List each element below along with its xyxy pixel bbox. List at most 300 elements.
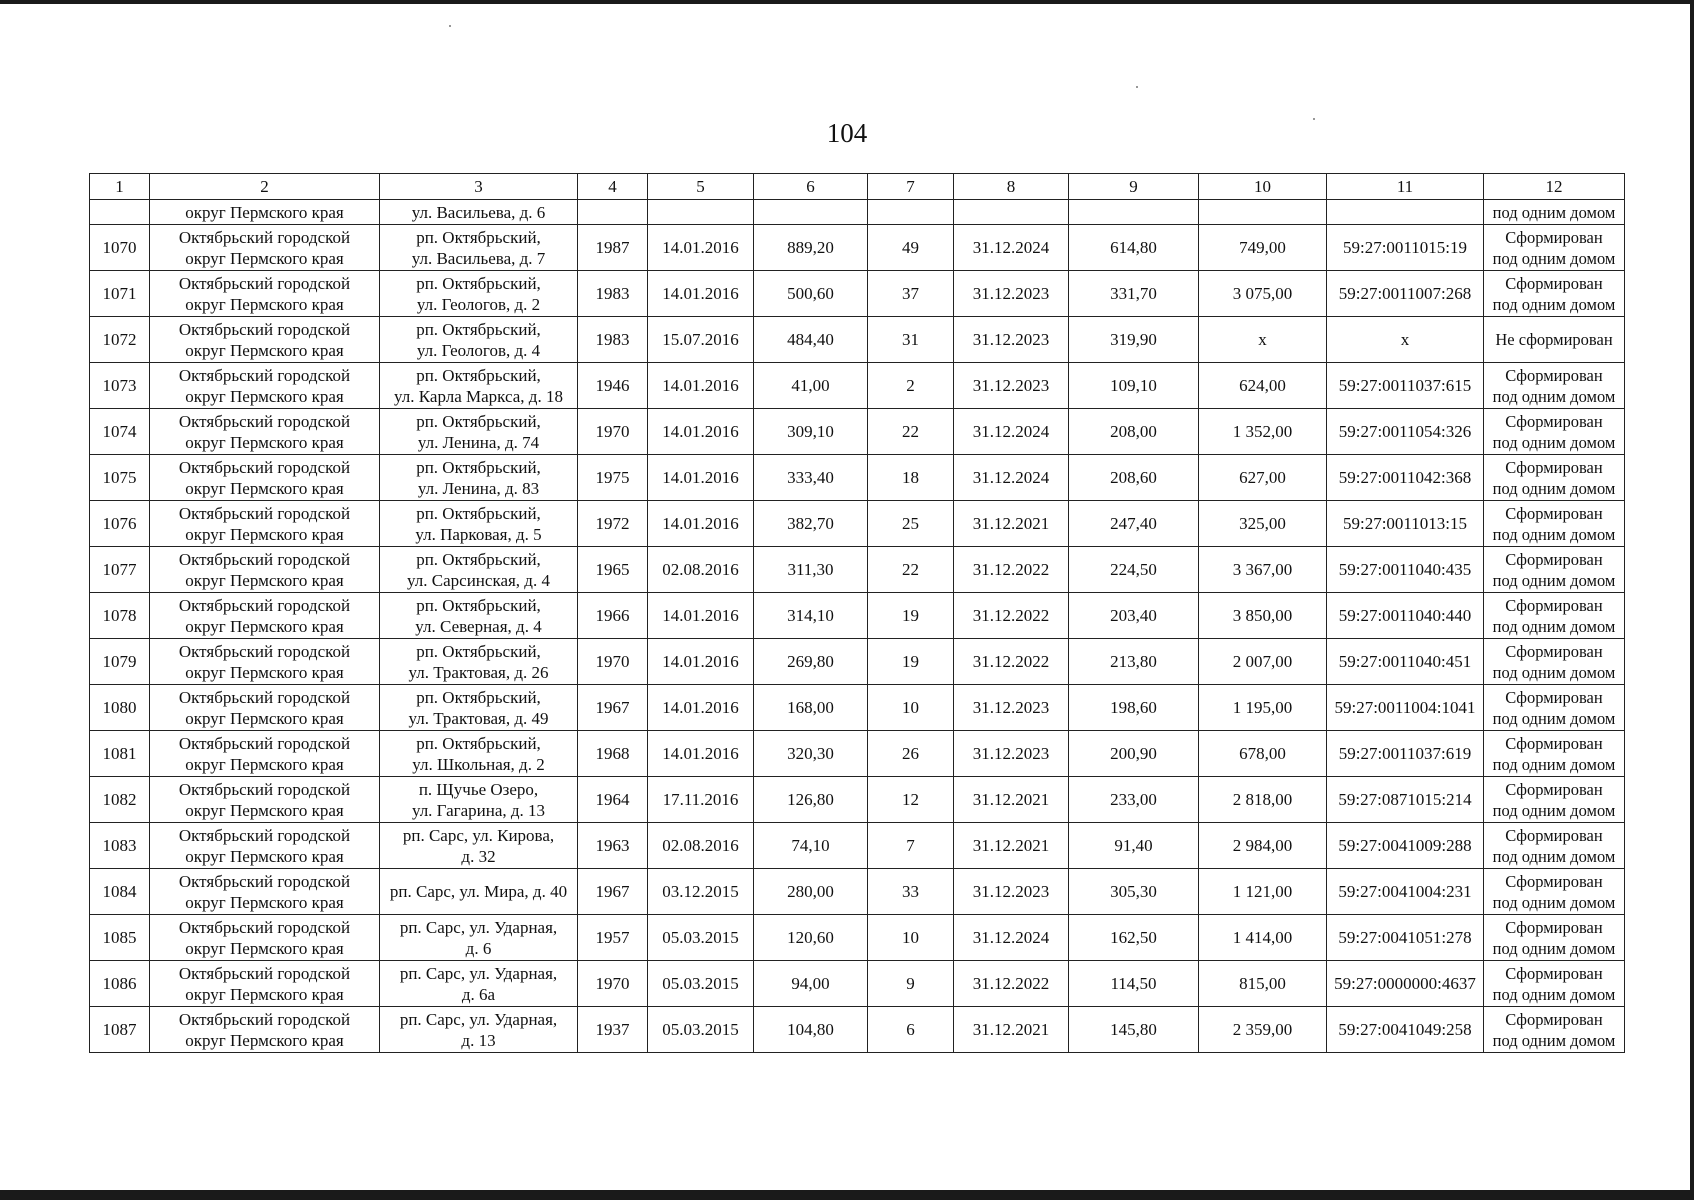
plot-area-cell: 2 984,00 [1199, 823, 1327, 869]
area-cell: 74,10 [754, 823, 868, 869]
recognition-date-cell: 14.01.2016 [648, 501, 754, 547]
municipality-line: округ Пермского края [185, 386, 344, 406]
address-line: ул. Ленина, д. 83 [417, 478, 540, 498]
area-cell: 168,00 [754, 685, 868, 731]
municipality-cell [150, 823, 380, 869]
land-status-line: под одним домом [1492, 294, 1616, 314]
address-cell [380, 961, 578, 1007]
land-status-cell [1484, 777, 1625, 823]
land-area-cell: 208,00 [1069, 409, 1199, 455]
plot-area-cell: 325,00 [1199, 501, 1327, 547]
plot-area-cell: 3 075,00 [1199, 271, 1327, 317]
resettlement-deadline-cell: 31.12.2022 [954, 961, 1069, 1007]
municipality-cell [150, 455, 380, 501]
residents-count-cell: 22 [868, 547, 954, 593]
address-line: рп. Октябрьский, [416, 549, 541, 569]
land-status-cell [1484, 639, 1625, 685]
scan-edge-bottom [0, 1190, 1694, 1200]
municipality-cell [150, 685, 380, 731]
land-status-line: под одним домом [1492, 1030, 1616, 1050]
municipality-cell [150, 363, 380, 409]
land-status-line: Сформирован [1505, 365, 1603, 385]
cadastral-number-cell: 59:27:0011040:451 [1327, 639, 1484, 685]
municipality-line: округ Пермского края [185, 662, 344, 682]
land-status-cell [1484, 455, 1625, 501]
address-cell [380, 547, 578, 593]
plot-area-cell: 2 359,00 [1199, 1007, 1327, 1053]
address-cell [380, 271, 578, 317]
address-line: ул. Трактовая, д. 26 [408, 662, 549, 682]
plot-area-cell: 627,00 [1199, 455, 1327, 501]
area-cell: 382,70 [754, 501, 868, 547]
table-row [90, 455, 1625, 501]
empty-cell [868, 200, 954, 225]
table-row [90, 363, 1625, 409]
row-number-cell: 1079 [90, 639, 150, 685]
plot-area-cell: 2 818,00 [1199, 777, 1327, 823]
land-status-cell [1484, 915, 1625, 961]
municipality-line: Октябрьский городской [178, 365, 351, 385]
address-line: рп. Октябрьский, [416, 273, 541, 293]
plot-area-cell: 624,00 [1199, 363, 1327, 409]
municipality-line: округ Пермского края [185, 570, 344, 590]
resettlement-deadline-cell: 31.12.2024 [954, 455, 1069, 501]
residents-count-cell: 31 [868, 317, 954, 363]
area-cell: 104,80 [754, 1007, 868, 1053]
address-cell [380, 593, 578, 639]
resettlement-deadline-cell: 31.12.2024 [954, 409, 1069, 455]
land-status-line: Сформирован [1505, 411, 1603, 431]
build-year-cell: 1937 [578, 1007, 648, 1053]
municipality-line: округ Пермского края [185, 846, 344, 866]
address-line: ул. Школьная, д. 2 [412, 754, 545, 774]
resettlement-deadline-cell: 31.12.2023 [954, 869, 1069, 915]
address-cell [380, 777, 578, 823]
land-area-cell: 145,80 [1069, 1007, 1199, 1053]
row-number-cell: 1076 [90, 501, 150, 547]
row-number-cell: 1078 [90, 593, 150, 639]
area-cell: 320,30 [754, 731, 868, 777]
empty-cell [1069, 200, 1199, 225]
build-year-cell: 1968 [578, 731, 648, 777]
land-status-cell [1484, 225, 1625, 271]
empty-cell [954, 200, 1069, 225]
land-area-cell: 614,80 [1069, 225, 1199, 271]
cadastral-number-cell: 59:27:0011004:1041 [1327, 685, 1484, 731]
table-row [90, 731, 1625, 777]
build-year-cell: 1983 [578, 317, 648, 363]
table-row [90, 639, 1625, 685]
land-status-line: под одним домом [1492, 892, 1616, 912]
empty-cell [754, 200, 868, 225]
land-area-cell: 109,10 [1069, 363, 1199, 409]
land-area-cell: 91,40 [1069, 823, 1199, 869]
row-number-cell: 1084 [90, 869, 150, 915]
residents-count-cell: 6 [868, 1007, 954, 1053]
table-row [90, 869, 1625, 915]
municipality-line: округ Пермского края [185, 248, 344, 268]
plot-area-cell: 1 414,00 [1199, 915, 1327, 961]
plot-area-cell: 2 007,00 [1199, 639, 1327, 685]
land-area-cell: 208,60 [1069, 455, 1199, 501]
municipality-line: Октябрьский городской [178, 549, 351, 569]
table-row [90, 1007, 1625, 1053]
residents-count-cell: 26 [868, 731, 954, 777]
table-row [90, 225, 1625, 271]
cadastral-number-cell: 59:27:0000000:4637 [1327, 961, 1484, 1007]
cadastral-number-cell: 59:27:0011007:268 [1327, 271, 1484, 317]
area-cell: 484,40 [754, 317, 868, 363]
address-line: д. 6 [465, 938, 492, 958]
municipality-cell [150, 225, 380, 271]
municipality-line: Октябрьский городской [178, 779, 351, 799]
land-status-cell [1484, 317, 1625, 363]
municipality-line: округ Пермского края [185, 754, 344, 774]
land-status-line: под одним домом [1492, 984, 1616, 1004]
cadastral-number-cell: 59:27:0011042:368 [1327, 455, 1484, 501]
resettlement-deadline-cell: 31.12.2022 [954, 639, 1069, 685]
municipality-cell [150, 961, 380, 1007]
address-cell [380, 1007, 578, 1053]
row-number-cell: 1075 [90, 455, 150, 501]
address-cell [380, 639, 578, 685]
land-status-line: Не сформирован [1495, 330, 1613, 349]
address-cell [380, 915, 578, 961]
row-number-cell: 1071 [90, 271, 150, 317]
cadastral-number-cell: 59:27:0011054:326 [1327, 409, 1484, 455]
area-cell: 333,40 [754, 455, 868, 501]
cadastral-number-cell: 59:27:0011040:440 [1327, 593, 1484, 639]
column-number: 5 [648, 174, 754, 200]
address-line: рп. Октябрьский, [416, 319, 541, 339]
address-line: рп. Сарс, ул. Ударная, [399, 917, 558, 937]
land-status-cell [1484, 501, 1625, 547]
land-status-line: под одним домом [1492, 432, 1616, 452]
recognition-date-cell: 05.03.2015 [648, 1007, 754, 1053]
municipality-line: округ Пермского края [185, 294, 344, 314]
build-year-cell: 1987 [578, 225, 648, 271]
land-status-cell [1484, 593, 1625, 639]
municipality-line: Октябрьский городской [178, 917, 351, 937]
resettlement-deadline-cell: 31.12.2024 [954, 225, 1069, 271]
recognition-date-cell: 02.08.2016 [648, 823, 754, 869]
address-cell [380, 409, 578, 455]
row-number-cell: 1086 [90, 961, 150, 1007]
residents-count-cell: 10 [868, 685, 954, 731]
land-area-cell: 198,60 [1069, 685, 1199, 731]
table-body [90, 174, 1625, 1053]
row-number-cell: 1082 [90, 777, 150, 823]
address-line: д. 13 [461, 1030, 496, 1050]
cadastral-number-cell: 59:27:0041049:258 [1327, 1007, 1484, 1053]
cadastral-number-cell: 59:27:0011037:615 [1327, 363, 1484, 409]
municipality-cell [150, 915, 380, 961]
empty-cell [1327, 200, 1484, 225]
area-cell: 126,80 [754, 777, 868, 823]
land-status-line: Сформирован [1505, 227, 1603, 247]
residents-count-cell: 37 [868, 271, 954, 317]
municipality-line: округ Пермского края [185, 432, 344, 452]
land-status-line: под одним домом [1492, 570, 1616, 590]
row-number-cell: 1070 [90, 225, 150, 271]
municipality-cell [150, 639, 380, 685]
residents-count-cell: 18 [868, 455, 954, 501]
area-cell: 41,00 [754, 363, 868, 409]
address-cell [380, 823, 578, 869]
plot-area-cell: 3 850,00 [1199, 593, 1327, 639]
build-year-cell: 1983 [578, 271, 648, 317]
municipality-line: Октябрьский городской [178, 1009, 351, 1029]
address-line: рп. Октябрьский, [416, 365, 541, 385]
address-line: д. 32 [461, 846, 496, 866]
plot-area-cell: 1 352,00 [1199, 409, 1327, 455]
build-year-cell: 1965 [578, 547, 648, 593]
scan-speck [449, 25, 451, 27]
page-number: 104 [826, 118, 868, 148]
residents-count-cell: 19 [868, 593, 954, 639]
recognition-date-cell: 14.01.2016 [648, 593, 754, 639]
residents-count-cell: 10 [868, 915, 954, 961]
recognition-date-cell: 14.01.2016 [648, 225, 754, 271]
build-year-cell: 1970 [578, 409, 648, 455]
address-line: ул. Васильева, д. 7 [411, 248, 546, 268]
column-number: 12 [1484, 174, 1625, 200]
land-status-cell [1484, 363, 1625, 409]
land-status-line: под одним домом [1492, 386, 1616, 406]
land-status-cell [1484, 961, 1625, 1007]
municipality-cell [150, 731, 380, 777]
plot-area-cell: 815,00 [1199, 961, 1327, 1007]
municipality-line: округ Пермского края [185, 892, 344, 912]
residents-count-cell: 9 [868, 961, 954, 1007]
resettlement-deadline-cell: 31.12.2023 [954, 363, 1069, 409]
resettlement-deadline-cell: 31.12.2021 [954, 823, 1069, 869]
residents-count-cell: 2 [868, 363, 954, 409]
cadastral-number-cell: 59:27:0011040:435 [1327, 547, 1484, 593]
municipality-line: Октябрьский городской [178, 457, 351, 477]
cadastral-number-cell: 59:27:0041009:288 [1327, 823, 1484, 869]
cadastral-number-cell: 59:27:0041051:278 [1327, 915, 1484, 961]
land-status-line: Сформирован [1505, 595, 1603, 615]
recognition-date-cell: 14.01.2016 [648, 639, 754, 685]
recognition-date-cell: 17.11.2016 [648, 777, 754, 823]
column-number: 2 [150, 174, 380, 200]
land-status-cell [1484, 1007, 1625, 1053]
municipality-line: Октябрьский городской [178, 503, 351, 523]
municipality-line: Октябрьский городской [178, 595, 351, 615]
address-line: рп. Октябрьский, [416, 733, 541, 753]
column-number: 3 [380, 174, 578, 200]
municipality-line: округ Пермского края [185, 616, 344, 636]
row-number-cell: 1072 [90, 317, 150, 363]
address-line: рп. Октябрьский, [416, 227, 541, 247]
row-number-cell: 1085 [90, 915, 150, 961]
address-line: ул. Северная, д. 4 [415, 616, 542, 636]
address-line: рп. Октябрьский, [416, 503, 541, 523]
land-status-line: Сформирован [1505, 549, 1603, 569]
municipality-line: округ Пермского края [185, 478, 344, 498]
land-area-cell: 305,30 [1069, 869, 1199, 915]
municipality-cell [150, 271, 380, 317]
land-area-cell: 319,90 [1069, 317, 1199, 363]
land-status-line: под одним домом [1492, 478, 1616, 498]
row-number-cell: 1073 [90, 363, 150, 409]
address-line: ул. Трактовая, д. 49 [408, 708, 549, 728]
area-cell: 280,00 [754, 869, 868, 915]
land-status-cell [1484, 685, 1625, 731]
address-line: п. Щучье Озеро, [418, 779, 539, 799]
build-year-cell: 1970 [578, 961, 648, 1007]
land-status-line: Сформирован [1505, 503, 1603, 523]
table-row [90, 823, 1625, 869]
municipality-cell [150, 547, 380, 593]
address-line: рп. Октябрьский, [416, 687, 541, 707]
resettlement-deadline-cell: 31.12.2021 [954, 1007, 1069, 1053]
scan-speck [1136, 86, 1138, 88]
land-status-line: Сформирован [1505, 779, 1603, 799]
address-line: рп. Октябрьский, [416, 457, 541, 477]
land-status-cell [1484, 547, 1625, 593]
residents-count-cell: 25 [868, 501, 954, 547]
table-row [90, 547, 1625, 593]
address-line: ул. Парковая, д. 5 [415, 524, 542, 544]
address-line: ул. Сарсинская, д. 4 [407, 570, 550, 590]
table-row [90, 501, 1625, 547]
municipality-line: Октябрьский городской [178, 687, 351, 707]
row-number-cell: 1074 [90, 409, 150, 455]
municipality-cell [150, 777, 380, 823]
resettlement-deadline-cell: 31.12.2023 [954, 685, 1069, 731]
empty-cell [1199, 200, 1327, 225]
resettlement-deadline-cell: 31.12.2024 [954, 915, 1069, 961]
row-number-cell: 1077 [90, 547, 150, 593]
municipality-line: Октябрьский городской [178, 411, 351, 431]
plot-area-cell: 678,00 [1199, 731, 1327, 777]
area-cell: 314,10 [754, 593, 868, 639]
table-row [90, 271, 1625, 317]
resettlement-deadline-cell: 31.12.2023 [954, 271, 1069, 317]
municipality-line: Октябрьский городской [178, 963, 351, 983]
column-number: 7 [868, 174, 954, 200]
area-cell: 309,10 [754, 409, 868, 455]
address-line: рп. Сарс, ул. Мира, д. 40 [389, 882, 568, 901]
land-area-cell: 200,90 [1069, 731, 1199, 777]
address-line: ул. Карла Маркса, д. 18 [394, 386, 563, 406]
municipality-line: Октябрьский городской [178, 871, 351, 891]
plot-area-cell: 749,00 [1199, 225, 1327, 271]
column-number: 1 [90, 174, 150, 200]
recognition-date-cell: 02.08.2016 [648, 547, 754, 593]
municipality-line: округ Пермского края [185, 340, 344, 360]
address-line: ул. Гагарина, д. 13 [411, 800, 546, 820]
address-cell [380, 869, 578, 915]
empty-cell [90, 200, 150, 225]
row-number-cell: 1087 [90, 1007, 150, 1053]
land-status-cell [1484, 823, 1625, 869]
land-status-line: под одним домом [1492, 248, 1616, 268]
scan-edge-right [1690, 0, 1694, 1200]
column-number: 11 [1327, 174, 1484, 200]
recognition-date-cell: 14.01.2016 [648, 455, 754, 501]
municipality-cell [150, 869, 380, 915]
address-line: ул. Ленина, д. 74 [417, 432, 540, 452]
land-area-cell: 213,80 [1069, 639, 1199, 685]
residents-count-cell: 22 [868, 409, 954, 455]
land-status-line: Сформирован [1505, 687, 1603, 707]
address-cell [380, 455, 578, 501]
cadastral-number-cell: x [1327, 317, 1484, 363]
address-line: ул. Геологов, д. 2 [416, 294, 541, 314]
recognition-date-cell: 05.03.2015 [648, 915, 754, 961]
recognition-date-cell: 03.12.2015 [648, 869, 754, 915]
empty-cell [578, 200, 648, 225]
plot-area-cell: 1 121,00 [1199, 869, 1327, 915]
land-area-cell: 331,70 [1069, 271, 1199, 317]
plot-area-cell: x [1199, 317, 1327, 363]
address-cell [380, 501, 578, 547]
build-year-cell: 1964 [578, 777, 648, 823]
area-cell: 269,80 [754, 639, 868, 685]
area-cell: 889,20 [754, 225, 868, 271]
area-cell: 500,60 [754, 271, 868, 317]
cadastral-number-cell: 59:27:0871015:214 [1327, 777, 1484, 823]
resettlement-deadline-cell: 31.12.2023 [954, 317, 1069, 363]
municipality-line: Октябрьский городской [178, 825, 351, 845]
land-area-cell: 162,50 [1069, 915, 1199, 961]
address-cell: ул. Васильева, д. 6 [380, 200, 578, 225]
register-table [89, 173, 1625, 1053]
build-year-cell: 1972 [578, 501, 648, 547]
land-status-line: под одним домом [1492, 800, 1616, 820]
municipality-line: округ Пермского края [185, 984, 344, 1004]
municipality-line: Октябрьский городской [178, 273, 351, 293]
table-row [90, 409, 1625, 455]
municipality-line: округ Пермского края [185, 708, 344, 728]
land-status-line: под одним домом [1492, 938, 1616, 958]
cadastral-number-cell: 59:27:0041004:231 [1327, 869, 1484, 915]
build-year-cell: 1963 [578, 823, 648, 869]
address-cell [380, 225, 578, 271]
land-area-cell: 247,40 [1069, 501, 1199, 547]
municipality-cell [150, 593, 380, 639]
row-number-cell: 1080 [90, 685, 150, 731]
address-cell [380, 731, 578, 777]
build-year-cell: 1970 [578, 639, 648, 685]
build-year-cell: 1967 [578, 685, 648, 731]
municipality-cell [150, 317, 380, 363]
land-status-cell [1484, 409, 1625, 455]
plot-area-cell: 1 195,00 [1199, 685, 1327, 731]
municipality-line: Октябрьский городской [178, 733, 351, 753]
address-cell [380, 685, 578, 731]
column-number: 6 [754, 174, 868, 200]
address-line: рп. Сарс, ул. Кирова, [402, 825, 555, 845]
column-number: 9 [1069, 174, 1199, 200]
residents-count-cell: 12 [868, 777, 954, 823]
table-row [90, 317, 1625, 363]
land-status-line: Сформирован [1505, 273, 1603, 293]
land-status-line: Сформирован [1505, 917, 1603, 937]
land-status-line: Сформирован [1505, 641, 1603, 661]
recognition-date-cell: 05.03.2015 [648, 961, 754, 1007]
land-area-cell: 114,50 [1069, 961, 1199, 1007]
table-row [90, 961, 1625, 1007]
column-number: 10 [1199, 174, 1327, 200]
municipality-line: округ Пермского края [185, 524, 344, 544]
land-status-line: Сформирован [1505, 871, 1603, 891]
address-line: рп. Октябрьский, [416, 411, 541, 431]
municipality-line: Октябрьский городской [178, 641, 351, 661]
